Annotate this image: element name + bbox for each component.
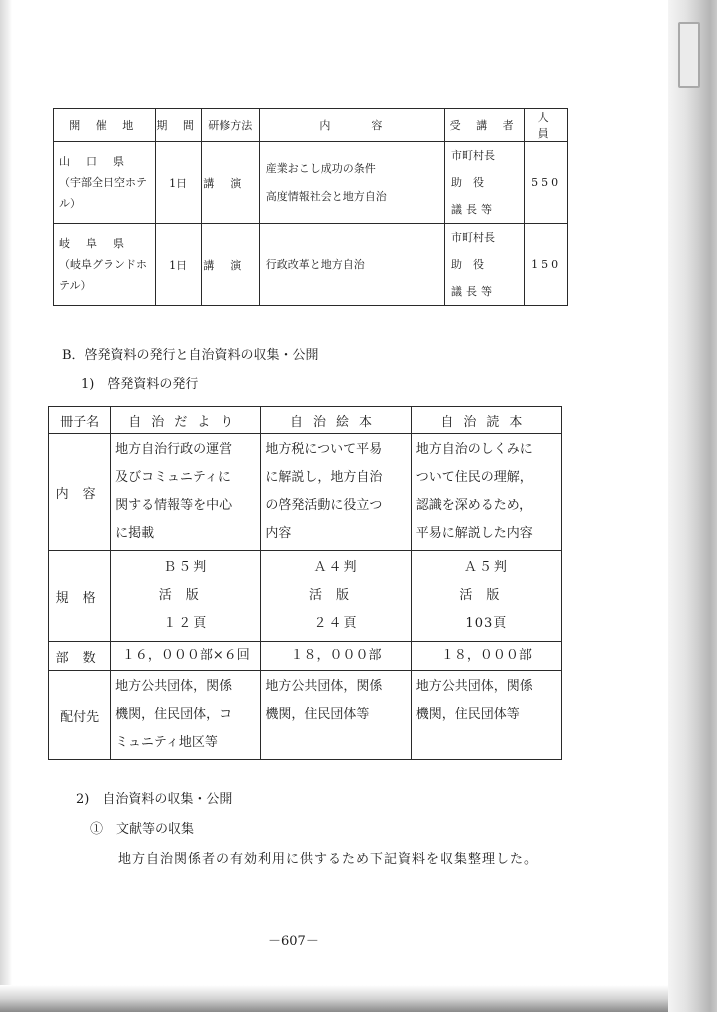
subsection-2-title: 2) 自治資料の収集・公開	[76, 792, 233, 807]
cell-line: 機関，住民団体等	[415, 707, 520, 722]
cell-line: 内容	[265, 526, 292, 541]
subsection-1-title: 1) 啓発資料の発行	[81, 377, 199, 392]
header-publication: 自治だより	[111, 407, 261, 434]
count-cell: 150	[525, 224, 568, 306]
cell-line: ミュニティ地区等	[115, 735, 218, 750]
cell-line: １２頁	[163, 616, 209, 631]
method-cell: 講演	[201, 224, 259, 306]
venue-place: （岐阜グランドホテル）	[59, 258, 147, 292]
cell-line: ２４頁	[313, 616, 359, 631]
row-label-copies: 部数	[49, 642, 111, 671]
publications-table	[48, 406, 562, 760]
cell-line: ついて住民の理解，	[415, 470, 533, 485]
cell-line: 活版	[158, 588, 213, 603]
table-row	[49, 671, 562, 760]
attendee-line: 議長等	[450, 285, 496, 298]
period-cell: 1日	[155, 224, 201, 306]
scan-edge-right	[668, 0, 717, 1012]
table-row	[54, 142, 568, 224]
content-cell	[111, 434, 261, 551]
attendee-line: 市町村長	[450, 149, 495, 162]
content-line: 高度情報社会と地方自治	[265, 189, 387, 203]
cell-line: 地方公共団体，関係	[115, 679, 233, 694]
attendee-line: 議長等	[450, 203, 496, 216]
venue-cell	[54, 224, 156, 306]
content-line: 行政改革と地方自治	[265, 257, 365, 271]
distribution-cell	[111, 671, 261, 760]
cell-line: 地方公共団体，関係	[415, 679, 533, 694]
page-number: －607－	[268, 934, 319, 949]
cell-line: 地方公共団体，関係	[265, 679, 383, 694]
cell-line: 活版	[309, 588, 364, 603]
header-publication: 自治読本	[411, 407, 561, 434]
copies-cell: １８，０００部	[411, 642, 561, 671]
cell-line: 地方自治のしくみに	[415, 442, 533, 457]
body-paragraph: 地方自治関係者の有効利用に供するため下記資料を収集整理した。	[118, 852, 539, 867]
cell-line: 平易に解説した内容	[415, 526, 533, 541]
method-cell: 講演	[201, 142, 259, 224]
spec-cell	[261, 551, 411, 642]
cell-line: 機関，住民団体等	[265, 707, 370, 722]
cell-line: に解説し，地方自治	[265, 470, 383, 485]
header-item: 冊子名	[49, 407, 111, 434]
copies-cell: １８，０００部	[261, 642, 411, 671]
row-label-content: 内容	[49, 434, 111, 551]
cell-line: Ａ５判	[463, 560, 509, 575]
header-venue: 開 催 地	[54, 109, 156, 142]
header-content: 内 容	[259, 109, 444, 142]
attendees-cell	[444, 224, 524, 306]
distribution-cell	[411, 671, 561, 760]
table-row	[49, 434, 562, 551]
cell-line: Ｂ５判	[163, 560, 209, 575]
header-count: 人 員	[525, 109, 568, 142]
spec-cell	[411, 551, 561, 642]
cell-line: 103頁	[465, 616, 508, 631]
scan-edge-left	[0, 0, 12, 990]
content-cell	[259, 142, 444, 224]
content-cell	[411, 434, 561, 551]
attendee-line: 助 役	[450, 176, 484, 189]
publications-header	[49, 407, 562, 434]
attendee-line: 助 役	[450, 258, 484, 271]
period-cell: 1日	[155, 142, 201, 224]
cell-line: 地方税について平易	[265, 442, 383, 457]
attendee-line: 市町村長	[450, 231, 495, 244]
count-cell: 550	[525, 142, 568, 224]
copies-cell: １６，０００部×６回	[111, 642, 261, 671]
header-attendees: 受 講 者	[444, 109, 524, 142]
table-row	[49, 642, 562, 671]
cell-line: 認識を深めるため，	[415, 498, 533, 513]
cell-line: 関する情報等を中心	[115, 498, 233, 513]
table-row	[54, 224, 568, 306]
venue-place: （宇部全日空ホテル）	[59, 176, 147, 210]
venue-prefecture: 岐阜県	[59, 237, 140, 250]
header-period: 期 間	[155, 109, 201, 142]
seminar-table	[53, 108, 568, 306]
spec-cell	[111, 551, 261, 642]
venue-prefecture: 山口県	[59, 155, 140, 168]
seminar-table-header	[54, 109, 568, 142]
cell-line: に掲載	[115, 526, 155, 541]
section-b-title: B．啓発資料の発行と自治資料の収集・公開	[62, 348, 319, 363]
header-method: 研修方法	[201, 109, 259, 142]
row-label-distribution: 配付先	[49, 671, 111, 760]
row-label-spec: 規格	[49, 551, 111, 642]
scan-edge-bottom	[0, 985, 668, 1012]
cell-line: 地方自治行政の運営	[115, 442, 233, 457]
content-line: 産業おこし成功の条件	[265, 161, 376, 175]
attendees-cell	[444, 142, 524, 224]
subsubsection-title: ① 文献等の収集	[90, 822, 195, 837]
table-row	[49, 551, 562, 642]
content-cell	[259, 224, 444, 306]
header-publication: 自治絵本	[261, 407, 411, 434]
cell-line: 及びコミュニティに	[115, 470, 231, 485]
cell-line: Ａ４判	[313, 560, 359, 575]
distribution-cell	[261, 671, 411, 760]
cell-line: の啓発活動に役立つ	[265, 498, 383, 513]
cell-line: 機関，住民団体，コ	[115, 707, 233, 722]
cell-line: 活版	[459, 588, 514, 603]
content-cell	[261, 434, 411, 551]
venue-cell	[54, 142, 156, 224]
